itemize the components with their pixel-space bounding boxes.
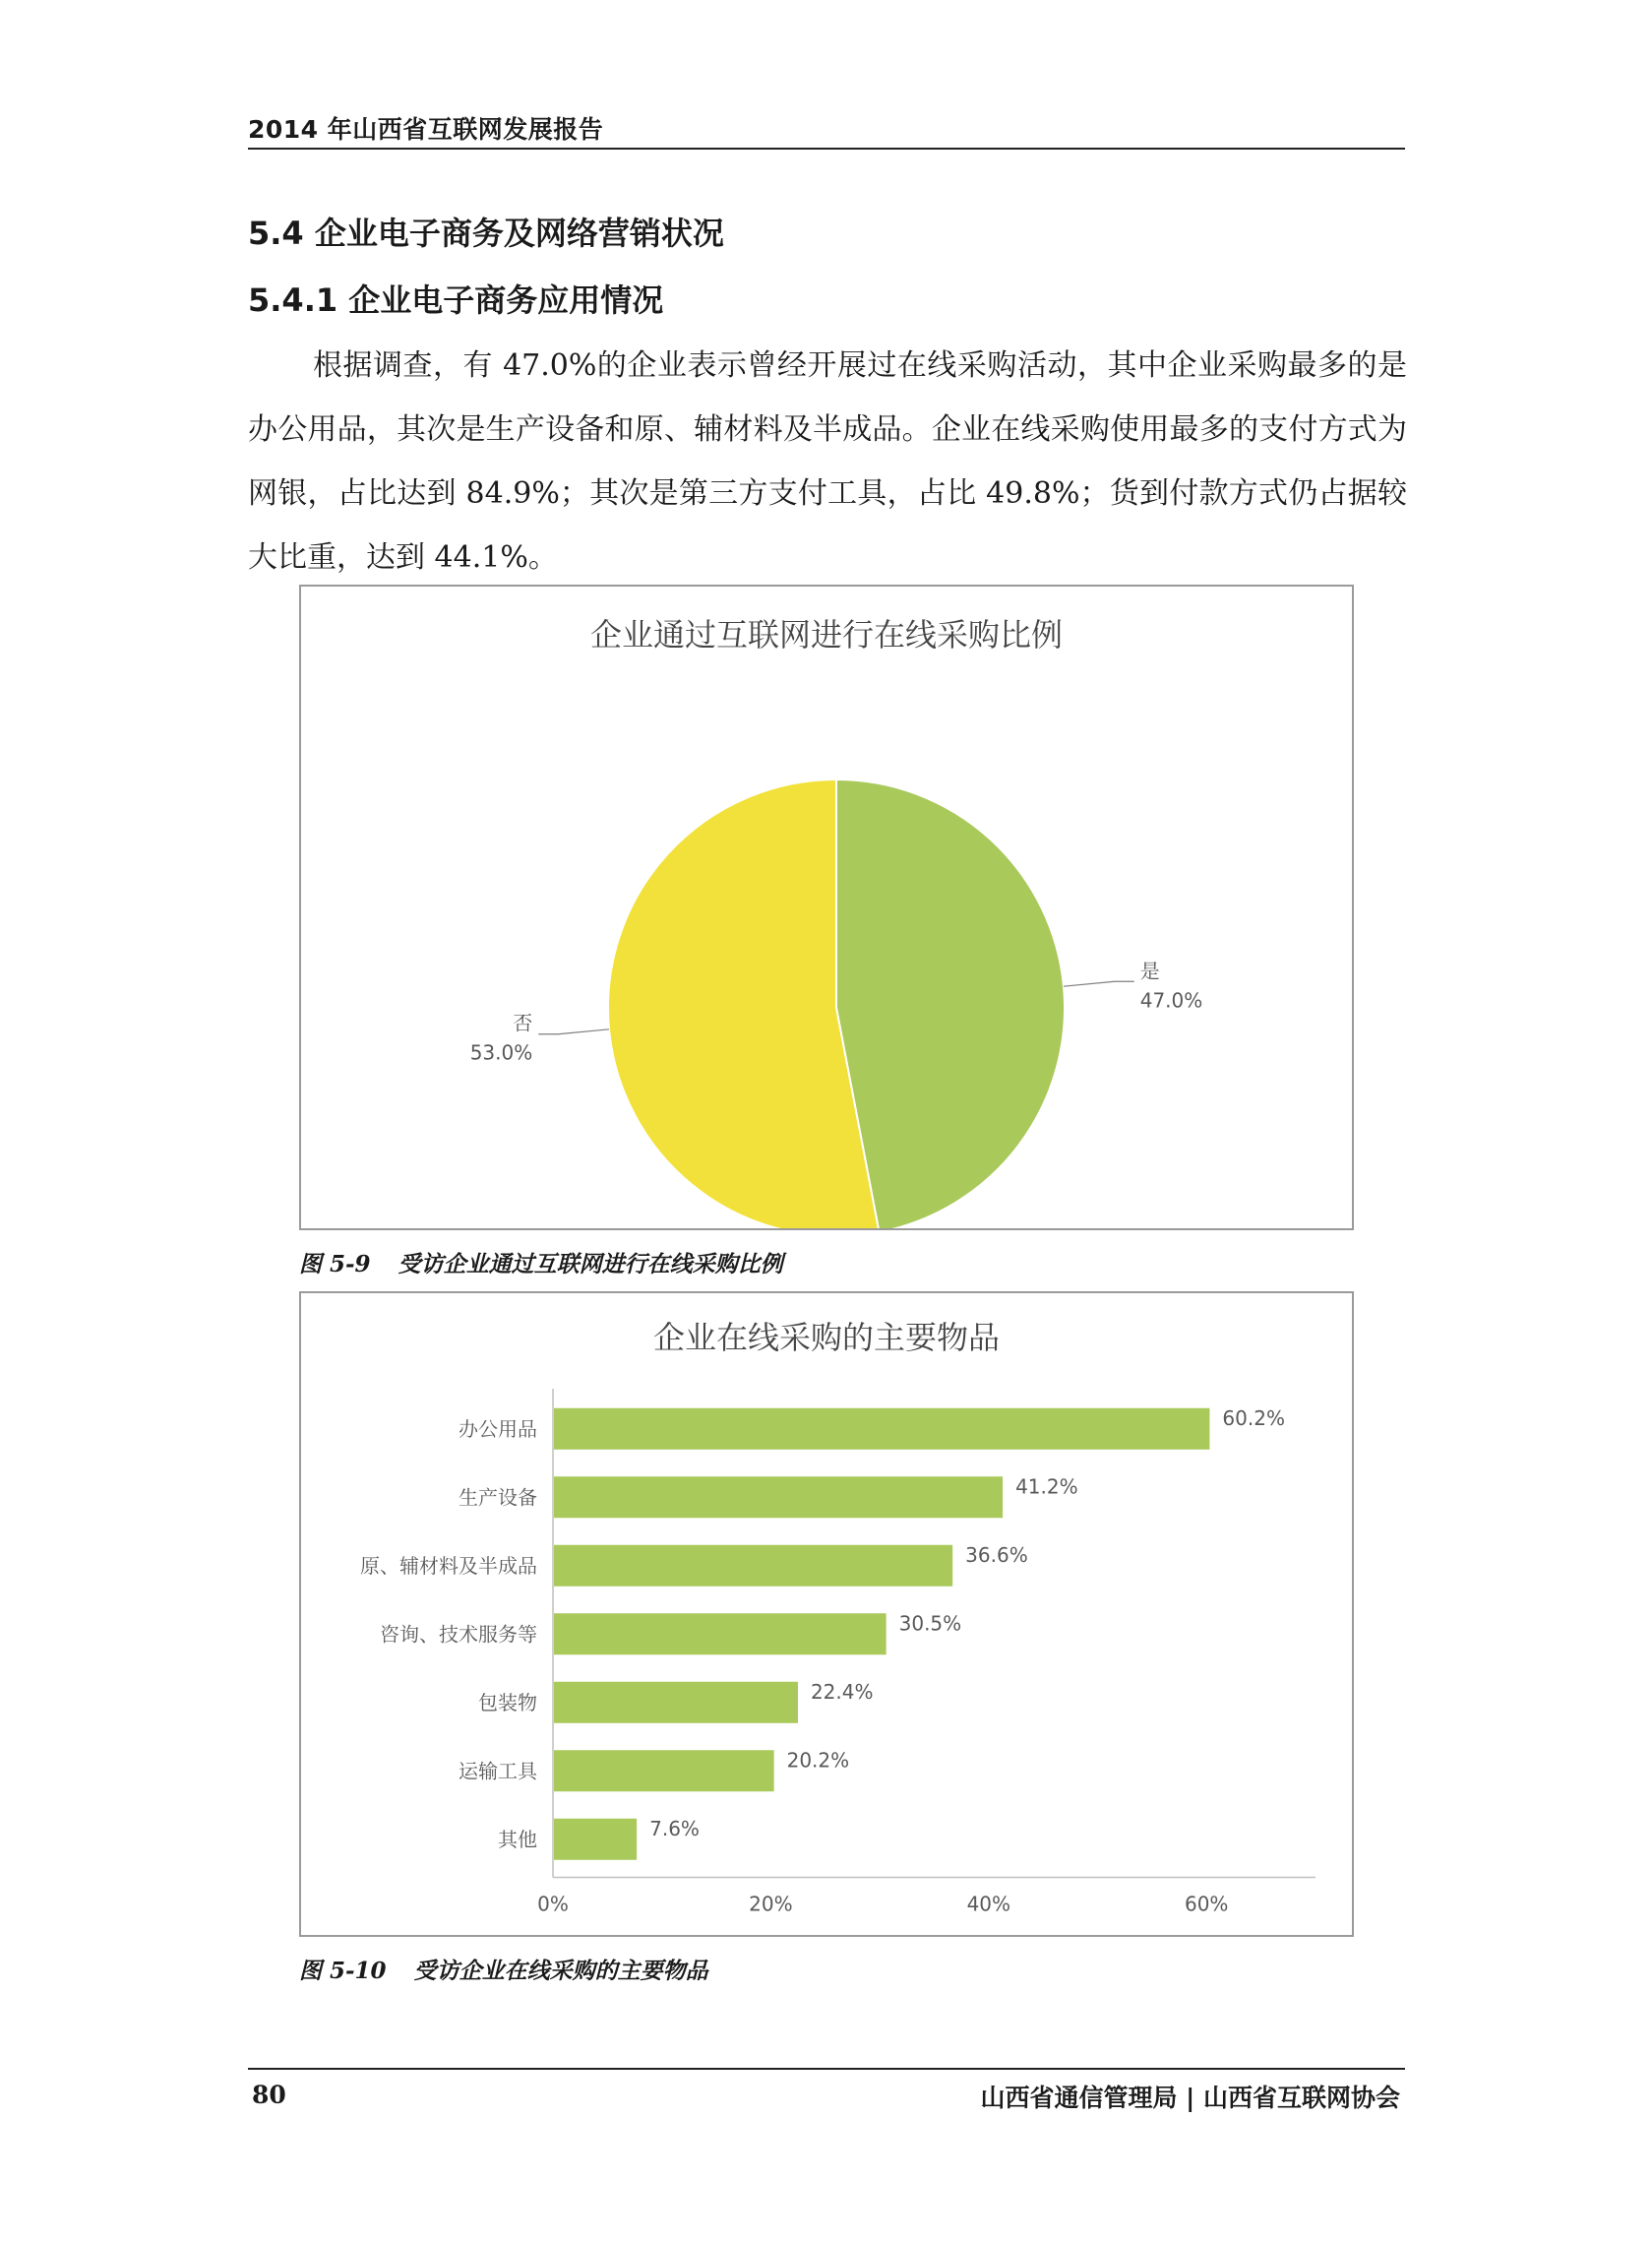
header-rule [248,148,1405,150]
bar [554,1545,952,1587]
pie-chart [301,587,1352,1228]
footer-organizations: 山西省通信管理局 | 山西省互联网协会 [980,2084,1400,2112]
pie-leader-line [1064,981,1134,986]
bar [554,1750,774,1791]
bar [554,1819,637,1860]
bar-value-label: 36.6% [965,1542,1028,1567]
figure-number: 图 5-10 [299,1958,387,1984]
running-head: 2014 年山西省互联网发展报告 [248,115,604,144]
bar-category-label: 原、辅材料及半成品 [360,1553,537,1578]
figure-number: 图 5-9 [299,1251,371,1277]
pie-value-label: 47.0% [1139,988,1203,1013]
bar-chart-frame [299,1291,1354,1937]
bar-category-label: 生产设备 [459,1485,537,1510]
bar-category-label: 咨询、技术服务等 [380,1622,537,1647]
pie-chart-frame [299,585,1354,1230]
pie-category-label: 否 [513,1011,533,1035]
bar-category-label: 其他 [498,1827,537,1851]
footer-rule [248,2068,1405,2070]
bar-chart-title: 企业在线采购的主要物品 [652,1319,1000,1356]
bar [554,1682,798,1723]
subsection-title: 5.4.1 企业电子商务应用情况 [248,281,664,319]
bar-value-label: 60.2% [1222,1405,1285,1430]
x-tick-label: 20% [749,1892,793,1916]
bar-value-label: 7.6% [649,1816,700,1840]
bar-chart [301,1293,1352,1935]
bar-value-label: 30.5% [898,1611,962,1636]
page-number: 80 [252,2081,286,2109]
bar-category-label: 包装物 [478,1690,537,1714]
body-paragraph: 根据调查，有 47.0%的企业表示曾经开展过在线采购活动，其中企业采购最多的是办公用品，其次是生产设备和原、辅材料及半成品。企业在线采购使用最多的支付方式为网银，占比达到 84.9%；其次是第三方支付工具，占比 49.8%；货到付款方式仍占据较大比重，达到 44.1%。 [248,348,1407,575]
pie-category-label: 是 [1139,959,1160,983]
bar [554,1613,887,1654]
pie-leader-line [538,1029,609,1034]
pie-value-label: 53.0% [469,1040,533,1065]
section-title: 5.4 企业电子商务及网络营销状况 [248,215,724,252]
figure-caption-5-9 [299,1246,783,1278]
figure-caption-text: 受访企业通过互联网进行在线采购比例 [398,1251,783,1277]
bar-value-label: 22.4% [810,1679,874,1704]
pie-slice-1 [836,779,1065,1228]
pie-chart-title: 企业通过互联网进行在线采购比例 [589,616,1063,654]
figure-caption-text: 受访企业在线采购的主要物品 [413,1958,708,1984]
bar-value-label: 41.2% [1015,1474,1078,1499]
x-tick-label: 40% [966,1892,1011,1916]
bar-value-label: 20.2% [786,1748,850,1773]
bar-category-label: 办公用品 [459,1416,537,1441]
x-tick-label: 0% [537,1892,569,1916]
bar-category-label: 运输工具 [459,1759,537,1783]
bar [554,1476,1003,1518]
bar [554,1408,1209,1450]
x-tick-label: 60% [1184,1892,1229,1916]
figure-caption-5-10 [299,1953,708,1985]
